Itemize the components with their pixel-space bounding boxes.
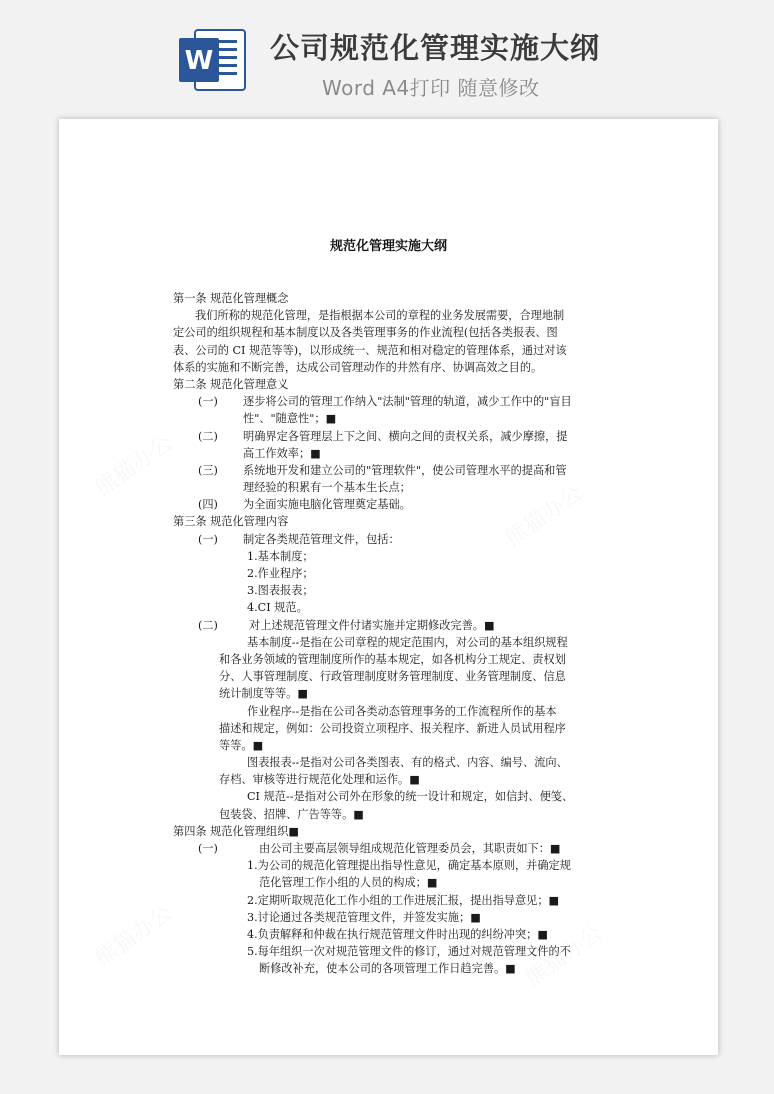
duty-item: 2.定期听取规范化工作小组的工作进展汇报，提出指导意见；■ [247,893,560,907]
article-heading: 第三条 规范化管理内容 [173,515,289,529]
item-text: 明确界定各管理层上下之间、横向之间的责权关系，减少摩擦，提 [243,429,568,443]
document-page [59,119,718,1055]
sub-item: 2.作业程序； [247,567,314,580]
item-text: 由公司主要高层领导组成规范化管理委员会，其职责如下：■ [259,842,561,855]
watermark [88,427,178,503]
item-text: 对上述规范管理文件付诸实施并定期修改完善。■ [249,618,495,632]
definition-line: 和各业务领域的管理制度所作的基本规定，如各机构分工规定、责权划 [219,652,566,666]
definition-line: 分、人事管理制度、行政管理制度财务管理制度、业务管理制度、信息 [219,670,566,684]
item-text: 逐步将公司的管理工作纳入"法制"管理的轨道，减少工作中的"盲目 [243,395,572,409]
paragraph-line: 我们所称的规范化管理，是指根据本公司的章程的业务发展需要，合理地制 [195,309,565,323]
sub-item: 4.CI 规范。 [247,601,308,615]
item-number: (一) [198,842,218,855]
paragraph-line: 表、公司的 CI 规范等等)，以形成统一、规范和相对稳定的管理体系，通过对该 [173,343,567,357]
definition-line: 统计制度等等。■ [219,687,308,701]
duty-item: 3.讨论通过各类规范管理文件，并签发实施；■ [247,910,481,924]
definition-line: 等等。■ [219,738,264,752]
item-text: 性"、"随意性"；■ [243,412,337,426]
item-text: 系统地开发和建立公司的"管理软件"，使公司管理水平的提高和管 [243,463,567,477]
article-heading: 第四条 规范化管理组织■ [173,824,300,838]
list-item [173,393,605,410]
list-item [173,840,605,857]
definition-line: 作业程序--是指在公司各类动态管理事务的工作流程所作的基本 [247,704,557,718]
item-text: 高工作效率；■ [243,446,321,460]
header-banner [0,0,774,110]
duty-item: 断修改补充，使本公司的各项管理工作日趋完善。■ [259,962,516,976]
paragraph-line: 体系的实施和不断完善，达成公司管理动作的井然有序、协调高效之目的。 [173,360,543,374]
list-item [173,496,605,513]
list-item [173,531,605,548]
item-number: (三) [198,463,218,477]
item-number: (二) [198,429,218,443]
item-number: (二) [198,618,218,632]
paragraph-line: 定公司的组织规程和基本制度以及各类管理事务的作业流程(包括各类报表、图 [173,326,558,340]
item-number: (一) [198,395,218,409]
article-heading: 第二条 规范化管理意义 [173,377,289,391]
list-item [173,617,605,634]
item-number: (四) [198,498,218,512]
sub-item: 3.图表报表； [247,584,314,598]
item-text: 为全面实施电脑化管理奠定基础。 [243,498,411,512]
document-subheading: Word A4打印 随意修改 [322,76,540,100]
definition-line: CI 规范--是指对公司外在形象的统一设计和规定，如信封、便笺、 [247,790,574,804]
word-icon [177,24,249,96]
definition-line: 描述和规定，例如：公司投资立项程序、报关程序、新进人员试用程序 [219,721,566,735]
duty-item: 5.每年组织一次对规范管理文件的修订，通过对规范管理文件的不 [247,945,571,959]
article-heading: 第一条 规范化管理概念 [173,292,289,305]
svg-text:W: W [184,46,214,76]
item-number: (一) [198,532,218,546]
definition-line: 基本制度--是指在公司章程的规定范围内，对公司的基本组织规程 [247,635,568,649]
duty-item: 1.为公司的规范化管理提出指导性意见，确定基本原则，并确定规 [247,859,571,873]
list-item [173,428,605,445]
watermark [88,897,178,973]
duty-item: 4.负责解释和仲裁在执行规范管理文件时出现的纠纷冲突；■ [247,927,548,941]
definition-line: 存档、审核等进行规范化处理和运作。■ [219,773,420,787]
item-text: 制定各类规范管理文件，包括： [243,532,400,546]
duty-item: 范化管理工作小组的人员的构成；■ [259,876,438,890]
document-body [173,290,605,978]
item-text: 理经验的积累有一个基本生长点； [243,481,411,495]
definition-line: 包装袋、招牌、广告等等。■ [219,807,364,821]
definition-line: 图表报表--是指对公司各类图表、有的格式、内容、编号、流向、 [247,756,568,770]
page-title: 规范化管理实施大纲 [329,239,447,254]
list-item [173,462,605,479]
document-heading: 公司规范化管理实施大纲 [270,31,601,65]
sub-item: 1.基本制度； [247,549,314,563]
